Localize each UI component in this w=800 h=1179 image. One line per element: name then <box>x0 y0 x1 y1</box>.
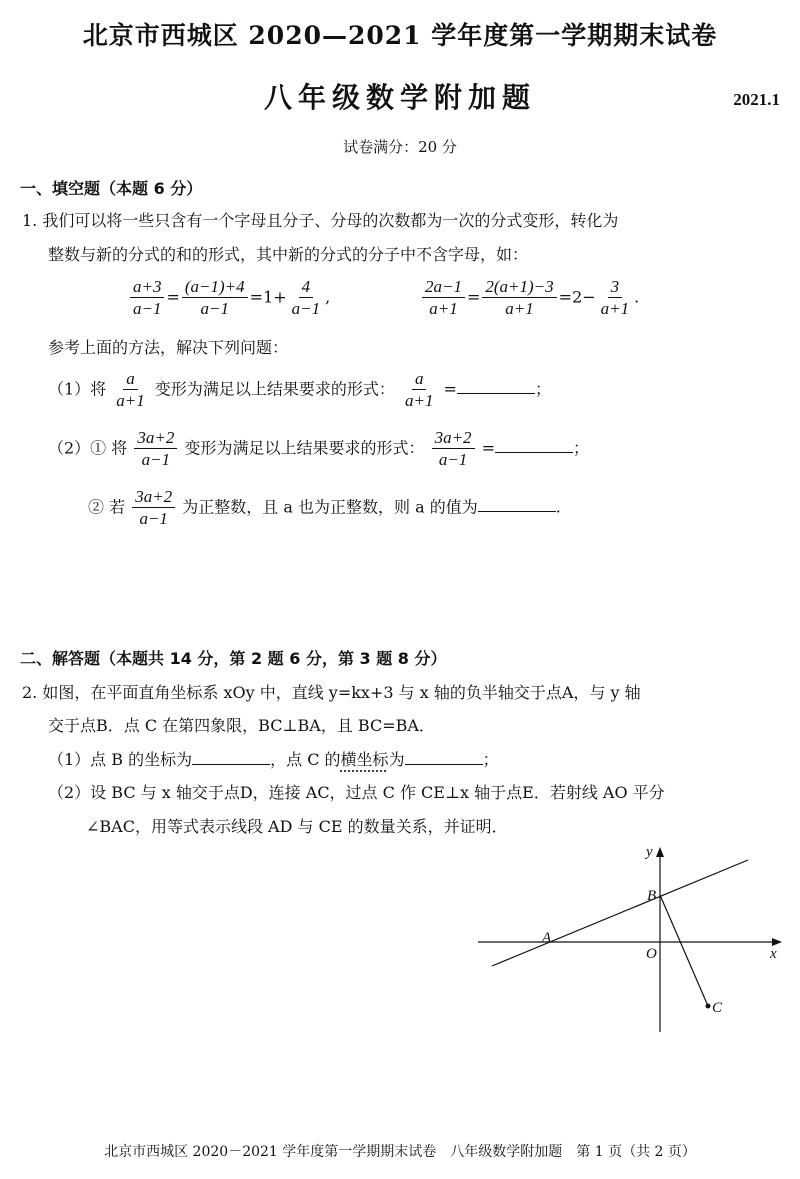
answer-blank-4[interactable] <box>192 750 270 765</box>
exam-date: 2021.1 <box>733 90 780 109</box>
ex1-frac3: $\frac{4}{a-1}$ <box>291 277 321 319</box>
p2-frac-repeat: $\frac{3a+2}{a-1}$ <box>432 427 475 471</box>
label-x: x <box>770 946 777 962</box>
exam-title: 北京市西城区 2020—2021 学年度第一学期期末试卷 <box>82 21 718 50</box>
label-c: C <box>712 1000 723 1016</box>
ex2-frac1: $\frac{2a-1}{a+1}$ <box>422 276 465 320</box>
q2-line1: 2. 如图，在平面直角坐标系 xOy 中，直线 y=kx+3 与 x 轴的负半轴交于点A，与 y 轴 <box>22 683 641 702</box>
ex1-frac1: $\frac{a+3}{a-1}$ <box>130 276 164 320</box>
ex2-frac2: $\frac{2(a+1)-3}{a+1}$ <box>482 276 556 320</box>
label-o: O <box>646 946 657 962</box>
ex1-frac2: $\frac{(a-1)+4}{a-1}$ <box>182 276 248 320</box>
point-c <box>706 1004 711 1009</box>
ex2-frac3: $\frac{3}{a+1}$ <box>600 277 630 319</box>
label-a: A <box>542 930 552 946</box>
p1-frac-repeat: $\frac{a}{a+1}$ <box>404 369 434 411</box>
part1: （1）将 $\frac{a}{a+1}$ 变形为满足以上结果要求的形式： $\frac{a}{a+1}$ = ； <box>48 369 551 411</box>
answer-blank-2[interactable] <box>495 438 573 453</box>
segment-bc <box>660 895 708 1006</box>
label-b: B <box>647 888 657 904</box>
full-score: 试卷满分：20 分 <box>343 138 457 156</box>
q2-part2-line2: ∠BAC，用等式表示线段 AD 与 CE 的数量关系，并证明． <box>86 817 508 836</box>
page-footer: 北京市西城区 2020－2021 学年度第一学期期末试卷 八年级数学附加题 第 1 页（共 2 页） <box>104 1144 696 1160</box>
section1-heading: 一、填空题（本题 6 分） <box>20 179 203 198</box>
q1-line1: 1. 我们可以将一些只含有一个字母且分子、分母的次数都为一次的分式变形，转化为 <box>22 211 619 230</box>
q2-part2-line1: （2）设 BC 与 x 轴交于点D，连接 AC，过点 C 作 CE⊥x 轴于点E．若射线 AO 平分 <box>48 783 665 802</box>
p3-frac: $\frac{3a+2}{a-1}$ <box>132 486 175 530</box>
line-y-kx3 <box>492 860 748 966</box>
example-2: $\frac{2a-1}{a+1}$ = $\frac{2(a+1)-3}{a+1}$ =2− $\frac{3}{a+1}$ . <box>420 276 639 320</box>
label-y: y <box>646 844 653 860</box>
section2-heading: 二、解答题（本题共 14 分，第 2 题 6 分，第 3 题 8 分） <box>20 649 447 668</box>
answer-blank-1[interactable] <box>457 379 535 394</box>
answer-blank-3[interactable] <box>478 497 556 512</box>
coordinate-figure <box>470 840 790 1040</box>
part2-2: ② 若 $\frac{3a+2}{a-1}$ 为正整数，且 a 也为正整数，则 a 的值为 . <box>88 487 561 529</box>
y-axis-arrow <box>656 847 664 857</box>
p1-frac: $\frac{a}{a+1}$ <box>116 369 145 411</box>
x-axis-arrow <box>772 938 782 946</box>
q2-part1: （1）点 B 的坐标为 ，点 C 的横坐标为 ； <box>48 750 499 769</box>
answer-blank-5[interactable] <box>405 750 483 765</box>
reference-line: 参考上面的方法，解决下列问题： <box>48 338 289 357</box>
part2-1: （2）① 将 $\frac{3a+2}{a-1}$ 变形为满足以上结果要求的形式： $\frac{3a+2}{a-1}$ = ； <box>48 428 590 470</box>
q2-line2: 交于点B．点 C 在第四象限，BC⊥BA，且 BC=BA． <box>48 716 435 735</box>
exam-subtitle: 八年级数学附加题 <box>263 81 536 114</box>
q1-line2: 整数与新的分式的和的形式，其中新的分式的分子中不含字母，如： <box>48 245 529 264</box>
example-1: $\frac{a+3}{a-1}$ = $\frac{(a-1)+4}{a-1}$ =1+ $\frac{4}{a-1}$ , <box>128 276 330 320</box>
p2-frac: $\frac{3a+2}{a-1}$ <box>134 427 177 471</box>
